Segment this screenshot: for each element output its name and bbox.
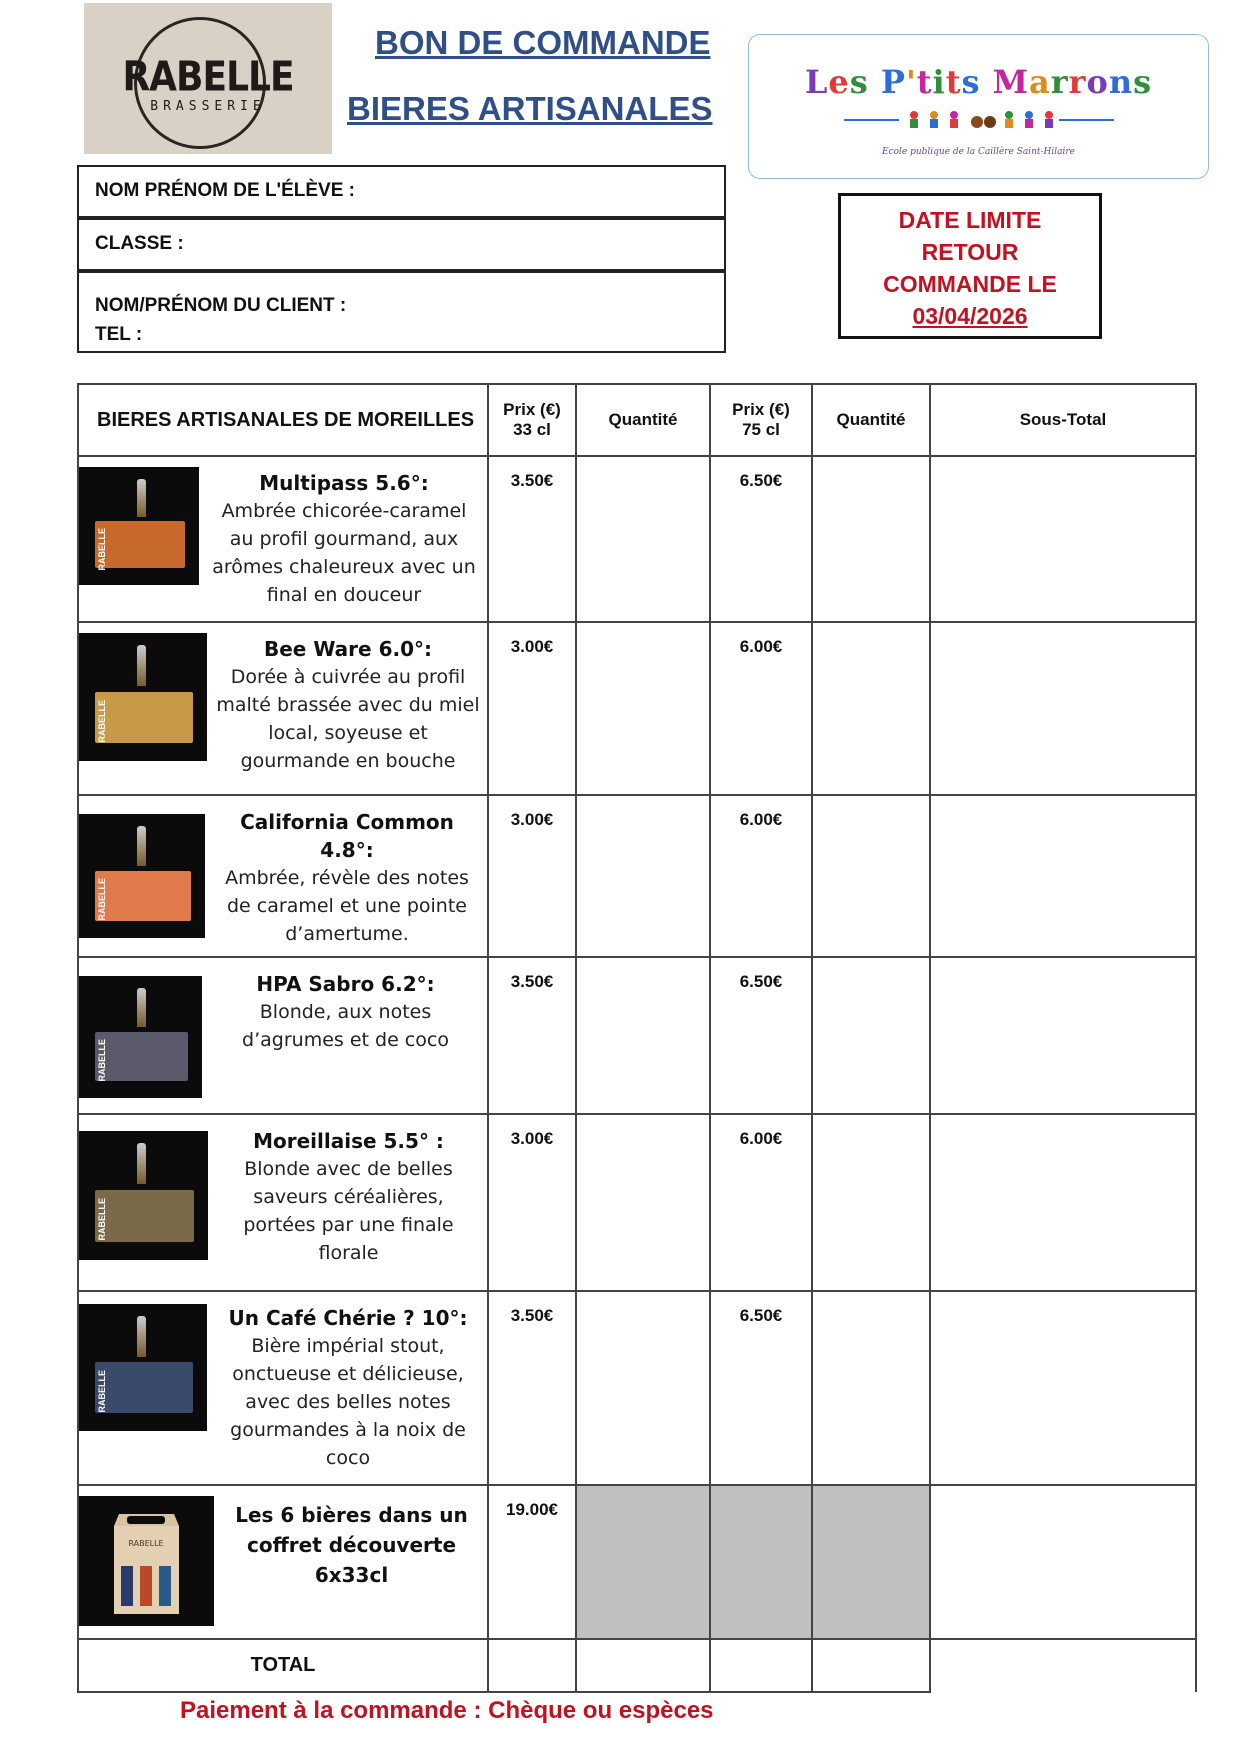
total-subtotal-cell[interactable] [930, 1639, 1196, 1692]
beer-cell [78, 456, 488, 622]
total-cell[interactable] [812, 1639, 930, 1692]
table-row [78, 795, 1196, 957]
subtotal-cell[interactable] [930, 1114, 1196, 1291]
quantity-75cl-input[interactable] [812, 456, 930, 622]
deadline-date: 03/04/2026 [912, 303, 1028, 329]
subtotal-cell[interactable] [930, 1291, 1196, 1485]
price-75cl: 6.50€ [710, 1291, 812, 1485]
price-75cl: 6.00€ [710, 1114, 812, 1291]
subtotal-cell[interactable] [930, 1485, 1196, 1639]
quantity-33cl-input[interactable] [576, 1114, 710, 1291]
beer-name: Multipass 5.6°: [259, 471, 429, 495]
table-row [78, 1114, 1196, 1291]
header-quantity-33cl: Quantité [576, 384, 710, 456]
table-row-coffret [78, 1485, 1196, 1639]
beer-description: Dorée à cuivrée au profil malté brassée avec du miel local, soyeuse et gourmande en bouche [216, 666, 480, 772]
deadline-line-2: RETOUR [921, 239, 1019, 265]
quantity-33cl-input[interactable] [576, 1291, 710, 1485]
beer-photo: RABELLE [79, 1304, 207, 1431]
brewery-logo [84, 3, 332, 154]
client-field[interactable] [77, 271, 726, 353]
quantity-75cl-input[interactable] [812, 1114, 930, 1291]
subtotal-cell[interactable] [930, 957, 1196, 1114]
price-33cl: 3.00€ [488, 795, 576, 957]
table-row [78, 622, 1196, 795]
beer-description: Bière impérial stout, onctueuse et délicieuse, avec des belles notes gourmandes à la noix de coco [230, 1335, 466, 1469]
class-field[interactable] [77, 218, 726, 271]
school-logo [748, 34, 1209, 179]
quantity-33cl-input[interactable] [576, 795, 710, 957]
header-quantity-75cl: Quantité [812, 384, 930, 456]
table-header-row [78, 384, 1196, 456]
total-cell[interactable] [576, 1639, 710, 1692]
box-label: RABELLE [128, 1539, 164, 1548]
quantity-33cl-input[interactable] [576, 456, 710, 622]
table-row [78, 456, 1196, 622]
beer-photo: RABELLE [79, 814, 205, 938]
subtotal-cell[interactable] [930, 456, 1196, 622]
price-33cl: 3.00€ [488, 622, 576, 795]
student-name-field[interactable] [77, 165, 726, 218]
beer-name: Moreillaise 5.5° : [253, 1129, 444, 1153]
subtotal-cell[interactable] [930, 622, 1196, 795]
beer-cell [78, 1291, 488, 1485]
quantity-75cl-input[interactable] [812, 795, 930, 957]
brewery-logo-name: RABELLE [122, 53, 294, 102]
coffret-price: 19.00€ [488, 1485, 576, 1639]
school-logo-name: Les P'tits Marrons [804, 63, 1153, 101]
deadline-box [838, 193, 1102, 339]
class-label: CLASSE : [95, 233, 184, 254]
price-33cl: 3.50€ [488, 1291, 576, 1485]
quantity-33cl-input[interactable] [576, 622, 710, 795]
deadline-line-1: DATE LIMITE [898, 207, 1042, 233]
price-33cl: 3.00€ [488, 1114, 576, 1291]
beer-cell [78, 795, 488, 957]
gift-box-icon [79, 1496, 214, 1626]
beer-name: Un Café Chérie ? 10°: [228, 1306, 468, 1330]
total-label: TOTAL [78, 1639, 488, 1692]
coffret-name: Les 6 bières dans un coffret découverte 6x33cl [235, 1503, 468, 1587]
disabled-cell [812, 1485, 930, 1639]
subtotal-cell[interactable] [930, 795, 1196, 957]
header-price-33cl: Prix (€) 33 cl [488, 384, 576, 456]
beer-name: California Common 4.8°: [240, 810, 454, 862]
tel-label: TEL : [95, 324, 143, 345]
payment-note: Paiement à la commande : Chèque ou espèces [180, 1697, 714, 1724]
quantity-75cl-input[interactable] [812, 622, 930, 795]
student-name-label: NOM PRÉNOM DE L'ÉLÈVE : [95, 180, 355, 201]
disabled-cell [710, 1485, 812, 1639]
header-price-75cl: Prix (€) 75 cl [710, 384, 812, 456]
deadline-line-3: COMMANDE LE [883, 271, 1057, 297]
total-cell[interactable] [488, 1639, 576, 1692]
disabled-cell [576, 1485, 710, 1639]
title-line-1: BON DE COMMANDE [375, 24, 711, 61]
beer-name: HPA Sabro 6.2°: [256, 972, 435, 996]
quantity-33cl-input[interactable] [576, 957, 710, 1114]
total-cell[interactable] [710, 1639, 812, 1692]
beer-photo: RABELLE [79, 976, 202, 1098]
price-33cl: 3.50€ [488, 456, 576, 622]
header-beer: BIERES ARTISANALES DE MOREILLES [78, 384, 488, 456]
order-table [77, 383, 1197, 1693]
header-subtotal: Sous-Total [930, 384, 1196, 456]
beer-name: Bee Ware 6.0°: [264, 637, 432, 661]
school-logo-tagline: Ecole publique de la Caillère Saint-Hilaire [881, 147, 1075, 157]
beer-description: Blonde avec de belles saveurs céréalières, portées par une finale florale [243, 1158, 454, 1264]
beer-photo: RABELLE [79, 633, 207, 761]
beer-photo: RABELLE [79, 467, 199, 585]
beer-cell [78, 622, 488, 795]
beer-cell [78, 957, 488, 1114]
beer-description: Ambrée, révèle des notes de caramel et une pointe d’amertume. [225, 867, 469, 945]
brewery-logo-subtitle: BRASSERIE [150, 99, 266, 114]
beer-description: Blonde, aux notes d’agrumes et de coco [242, 1001, 449, 1051]
quantity-75cl-input[interactable] [812, 957, 930, 1114]
title-line-2: BIERES ARTISANALES [347, 90, 713, 127]
price-33cl: 3.50€ [488, 957, 576, 1114]
table-row [78, 1291, 1196, 1485]
children-illustration-icon [844, 109, 1114, 131]
beer-cell [78, 1114, 488, 1291]
client-label: NOM/PRÉNOM DU CLIENT : [95, 295, 347, 316]
table-row [78, 957, 1196, 1114]
price-75cl: 6.00€ [710, 622, 812, 795]
price-75cl: 6.50€ [710, 957, 812, 1114]
beer-description: Ambrée chicorée-caramel au profil gourmand, aux arômes chaleureux avec un final en douceur [212, 500, 476, 606]
price-75cl: 6.00€ [710, 795, 812, 957]
beer-photo: RABELLE [79, 1131, 208, 1260]
quantity-75cl-input[interactable] [812, 1291, 930, 1485]
table-row-total [78, 1639, 1196, 1692]
price-75cl: 6.50€ [710, 456, 812, 622]
coffret-cell [78, 1485, 488, 1639]
coffret-photo [79, 1496, 214, 1626]
